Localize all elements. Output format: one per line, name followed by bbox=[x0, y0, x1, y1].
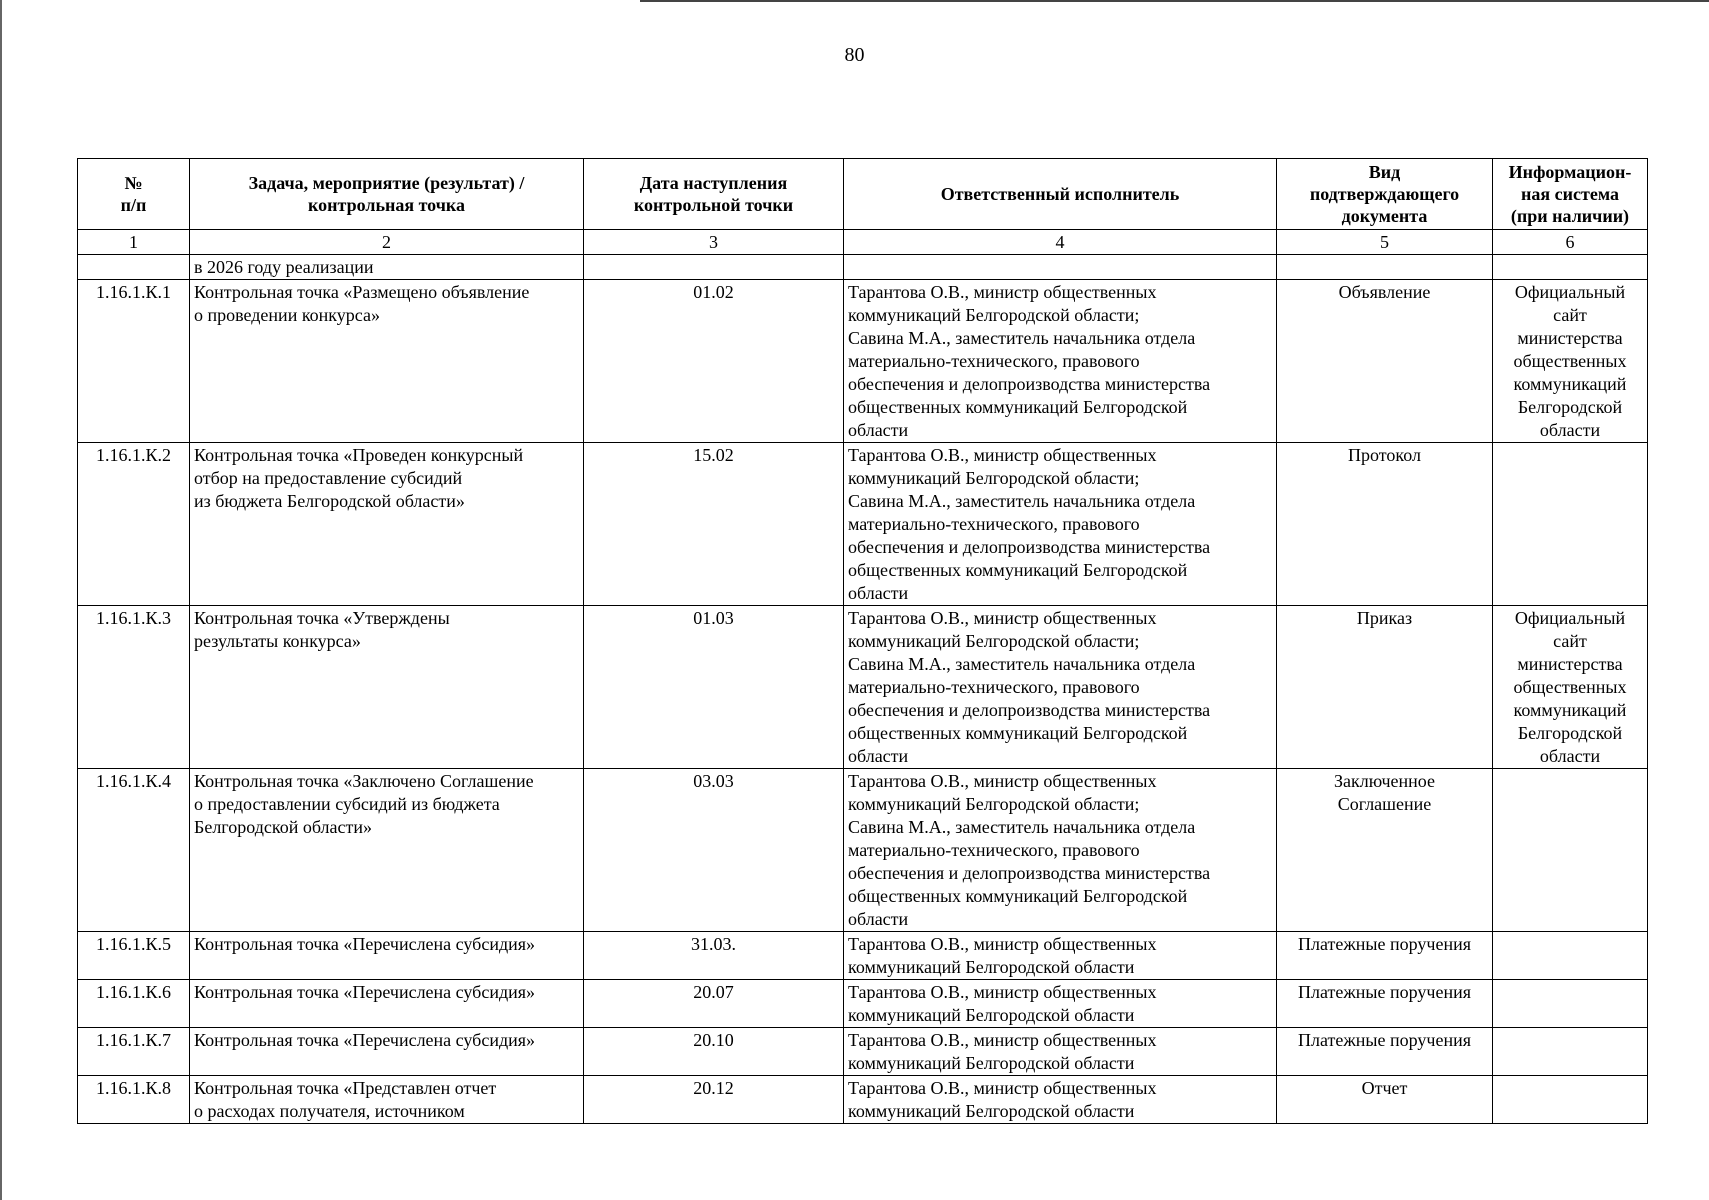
scan-edge-line-left bbox=[0, 0, 2, 1200]
row-date: 01.03 bbox=[584, 606, 844, 769]
row-document: Протокол bbox=[1277, 443, 1493, 606]
row-system bbox=[1493, 980, 1648, 1028]
row-responsible: Тарантова О.В., министр общественных коммуникаций Белгородской области; Савина М.А., заместитель начальника отдела материально-технического, правового обеспечения и делопроизводства министерства общественных коммуникаций Белгородской области bbox=[844, 769, 1277, 932]
row-date: 31.03. bbox=[584, 932, 844, 980]
row-number: 1.16.1.К.3 bbox=[78, 606, 190, 769]
table-row bbox=[78, 932, 1648, 980]
row-task: Контрольная точка «Заключено Соглашение о предоставлении субсидий из бюджета Белгородской области» bbox=[190, 769, 584, 932]
header-number: № п/п bbox=[78, 159, 190, 230]
row-document: Платежные поручения bbox=[1277, 932, 1493, 980]
row-responsible: Тарантова О.В., министр общественных коммуникаций Белгородской области; Савина М.А., заместитель начальника отдела материально-технического, правового обеспечения и делопроизводства министерства общественных коммуникаций Белгородской области bbox=[844, 443, 1277, 606]
header-task: Задача, мероприятие (результат) / контрольная точка bbox=[190, 159, 584, 230]
row-document: Отчет bbox=[1277, 1076, 1493, 1124]
table-row bbox=[78, 769, 1648, 932]
column-number: 4 bbox=[844, 230, 1277, 255]
row-responsible: Тарантова О.В., министр общественных коммуникаций Белгородской области; Савина М.А., заместитель начальника отдела материально-технического, правового обеспечения и делопроизводства министерства общественных коммуникаций Белгородской области bbox=[844, 280, 1277, 443]
row-date: 15.02 bbox=[584, 443, 844, 606]
row-responsible bbox=[844, 255, 1277, 280]
header-information-system: Информацион- ная система (при наличии) bbox=[1493, 159, 1648, 230]
row-task: Контрольная точка «Перечислена субсидия» bbox=[190, 980, 584, 1028]
row-system bbox=[1493, 255, 1648, 280]
header-row bbox=[78, 159, 1648, 230]
page-number: 80 bbox=[844, 44, 865, 66]
row-responsible: Тарантова О.В., министр общественных коммуникаций Белгородской области bbox=[844, 980, 1277, 1028]
table-row bbox=[78, 443, 1648, 606]
row-document bbox=[1277, 255, 1493, 280]
row-task: Контрольная точка «Перечислена субсидия» bbox=[190, 1028, 584, 1076]
column-number: 6 bbox=[1493, 230, 1648, 255]
column-number-row bbox=[78, 230, 1648, 255]
row-system bbox=[1493, 769, 1648, 932]
row-number: 1.16.1.К.1 bbox=[78, 280, 190, 443]
row-task: Контрольная точка «Утверждены результаты конкурса» bbox=[190, 606, 584, 769]
row-system: Официальный сайт министерства общественных коммуникаций Белгородской области bbox=[1493, 606, 1648, 769]
row-number: 1.16.1.К.5 bbox=[78, 932, 190, 980]
table-row bbox=[78, 1076, 1648, 1124]
row-system bbox=[1493, 443, 1648, 606]
row-responsible: Тарантова О.В., министр общественных коммуникаций Белгородской области; Савина М.А., заместитель начальника отдела материально-технического, правового обеспечения и делопроизводства министерства общественных коммуникаций Белгородской области bbox=[844, 606, 1277, 769]
table-row bbox=[78, 280, 1648, 443]
row-date: 03.03 bbox=[584, 769, 844, 932]
row-date: 01.02 bbox=[584, 280, 844, 443]
row-number: 1.16.1.К.2 bbox=[78, 443, 190, 606]
row-number: 1.16.1.К.7 bbox=[78, 1028, 190, 1076]
row-date bbox=[584, 255, 844, 280]
column-number: 5 bbox=[1277, 230, 1493, 255]
row-responsible: Тарантова О.В., министр общественных коммуникаций Белгородской области bbox=[844, 932, 1277, 980]
table-row bbox=[78, 1028, 1648, 1076]
row-document: Заключенное Соглашение bbox=[1277, 769, 1493, 932]
scan-edge-line bbox=[640, 0, 1709, 2]
row-number: 1.16.1.К.8 bbox=[78, 1076, 190, 1124]
row-number: 1.16.1.К.6 bbox=[78, 980, 190, 1028]
row-date: 20.07 bbox=[584, 980, 844, 1028]
row-task: Контрольная точка «Размещено объявление о проведении конкурса» bbox=[190, 280, 584, 443]
continuation-row bbox=[78, 255, 1648, 280]
row-number bbox=[78, 255, 190, 280]
column-number: 1 bbox=[78, 230, 190, 255]
column-number: 2 bbox=[190, 230, 584, 255]
table-row bbox=[78, 980, 1648, 1028]
row-system bbox=[1493, 1028, 1648, 1076]
row-system bbox=[1493, 1076, 1648, 1124]
row-system: Официальный сайт министерства общественных коммуникаций Белгородской области bbox=[1493, 280, 1648, 443]
row-document: Платежные поручения bbox=[1277, 980, 1493, 1028]
header-responsible: Ответственный исполнитель bbox=[844, 159, 1277, 230]
row-task: Контрольная точка «Представлен отчет о расходах получателя, источником bbox=[190, 1076, 584, 1124]
row-document: Объявление bbox=[1277, 280, 1493, 443]
row-system bbox=[1493, 932, 1648, 980]
row-document: Приказ bbox=[1277, 606, 1493, 769]
row-date: 20.12 bbox=[584, 1076, 844, 1124]
row-task: Контрольная точка «Перечислена субсидия» bbox=[190, 932, 584, 980]
table-row bbox=[78, 606, 1648, 769]
row-task: Контрольная точка «Проведен конкурсный отбор на предоставление субсидий из бюджета Белгородской области» bbox=[190, 443, 584, 606]
row-date: 20.10 bbox=[584, 1028, 844, 1076]
header-date: Дата наступления контрольной точки bbox=[584, 159, 844, 230]
control-points-table bbox=[77, 158, 1648, 1124]
row-document: Платежные поручения bbox=[1277, 1028, 1493, 1076]
row-responsible: Тарантова О.В., министр общественных коммуникаций Белгородской области bbox=[844, 1076, 1277, 1124]
header-document-type: Вид подтверждающего документа bbox=[1277, 159, 1493, 230]
row-number: 1.16.1.К.4 bbox=[78, 769, 190, 932]
column-number: 3 bbox=[584, 230, 844, 255]
row-responsible: Тарантова О.В., министр общественных коммуникаций Белгородской области bbox=[844, 1028, 1277, 1076]
row-task: в 2026 году реализации bbox=[190, 255, 584, 280]
